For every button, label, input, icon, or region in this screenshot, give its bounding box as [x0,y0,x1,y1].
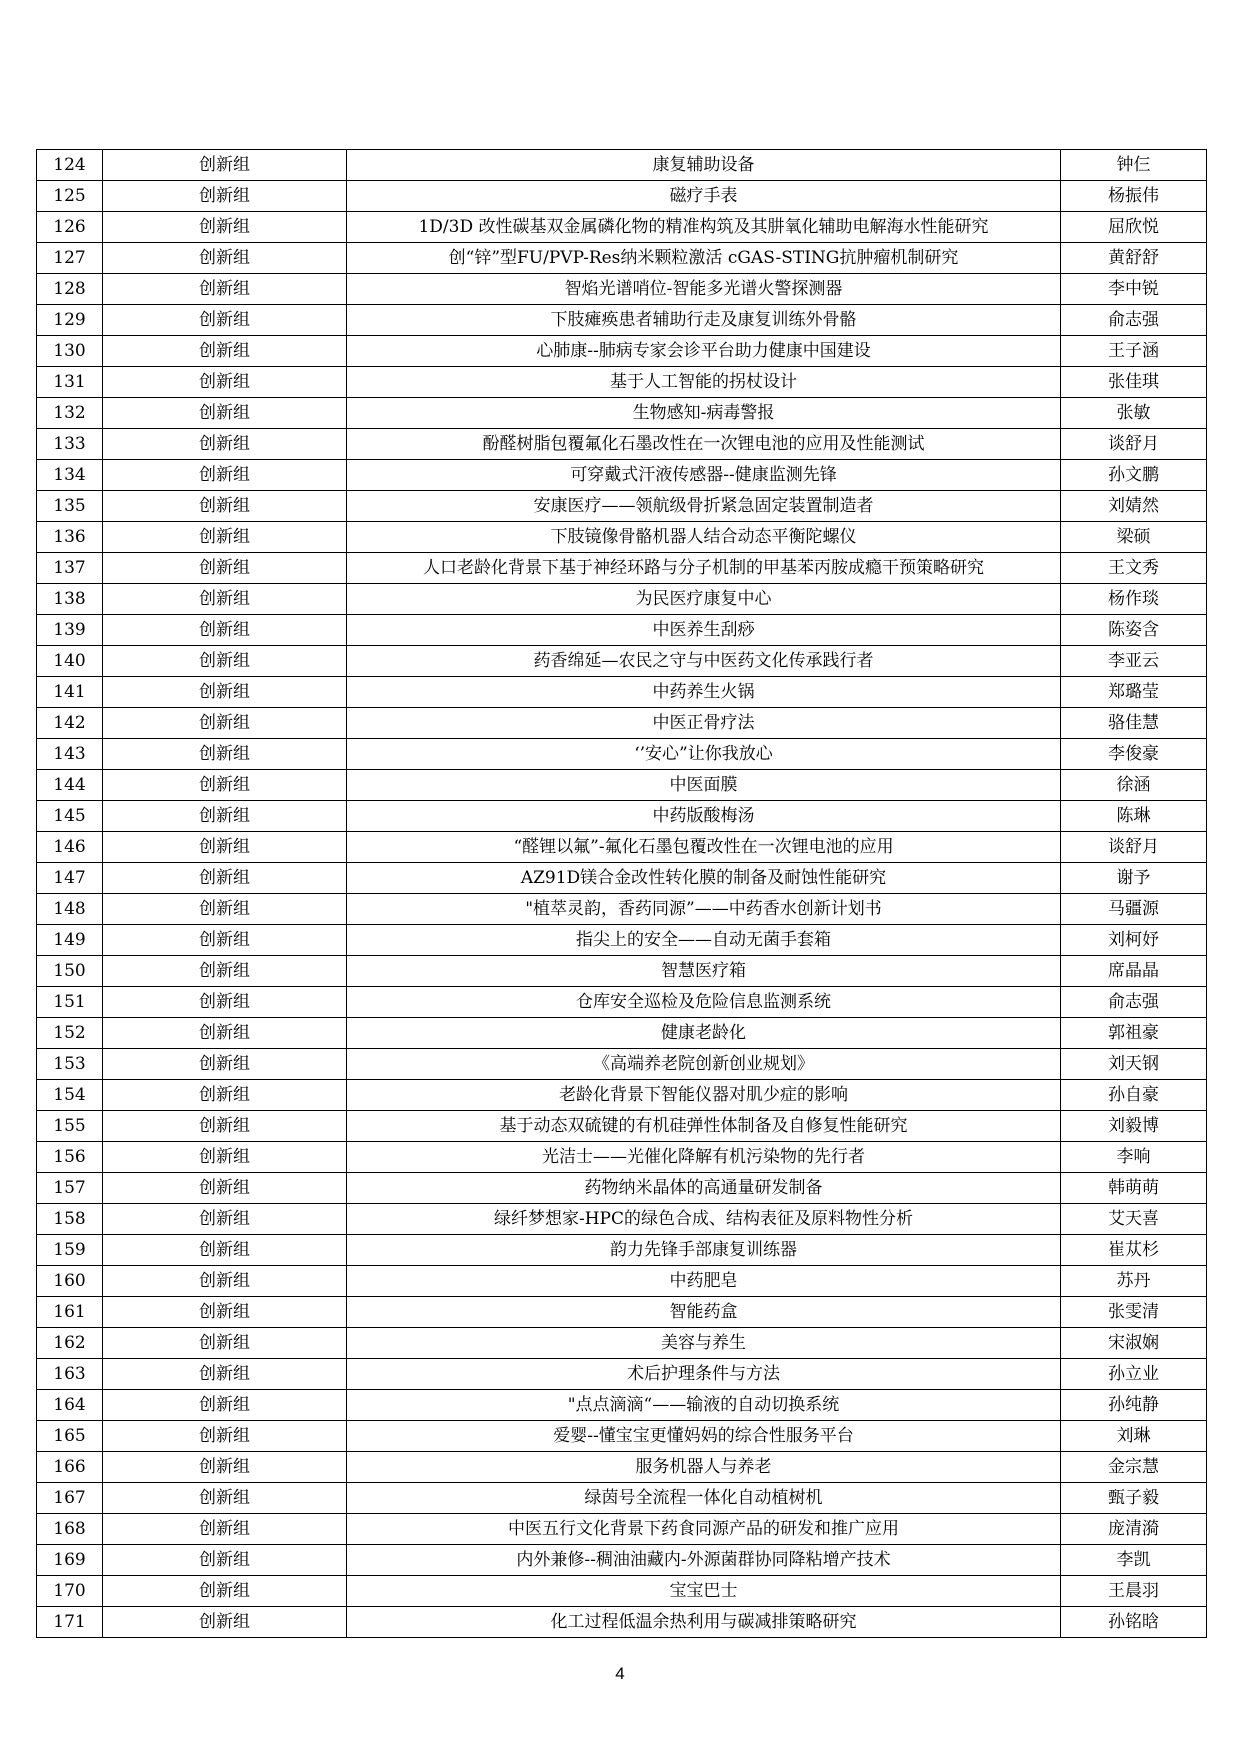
group-cell: 创新组 [103,677,347,708]
row-number-cell: 157 [37,1173,103,1204]
row-number-cell: 136 [37,522,103,553]
row-number-cell: 146 [37,832,103,863]
table-row [37,1266,1207,1297]
row-number-cell: 148 [37,894,103,925]
table-row [37,1483,1207,1514]
table-row [37,677,1207,708]
leader-name-cell: 孙纯静 [1061,1390,1207,1421]
row-number-cell: 169 [37,1545,103,1576]
row-number-cell: 167 [37,1483,103,1514]
row-number-cell: 153 [37,1049,103,1080]
project-title-cell: 下肢瘫痪患者辅助行走及康复训练外骨骼 [347,305,1061,336]
group-cell: 创新组 [103,770,347,801]
table-row [37,150,1207,181]
leader-name-cell: 刘琳 [1061,1421,1207,1452]
row-number-cell: 164 [37,1390,103,1421]
project-title-cell: 智慧医疗箱 [347,956,1061,987]
project-title-cell: 智焰光谱哨位-智能多光谱火警探测器 [347,274,1061,305]
row-number-cell: 125 [37,181,103,212]
project-title-cell: 韵力先锋手部康复训练器 [347,1235,1061,1266]
project-title-cell: 可穿戴式汗液传感器--健康监测先锋 [347,460,1061,491]
table-row [37,925,1207,956]
group-cell: 创新组 [103,1297,347,1328]
leader-name-cell: 席晶晶 [1061,956,1207,987]
table-row [37,1049,1207,1080]
project-title-cell: 基于动态双硫键的有机硅弹性体制备及自修复性能研究 [347,1111,1061,1142]
table-row [37,615,1207,646]
project-title-cell: 服务机器人与养老 [347,1452,1061,1483]
row-number-cell: 165 [37,1421,103,1452]
row-number-cell: 142 [37,708,103,739]
table-row [37,739,1207,770]
row-number-cell: 129 [37,305,103,336]
leader-name-cell: 谈舒月 [1061,832,1207,863]
table-row [37,646,1207,677]
table-row [37,553,1207,584]
table-row [37,1018,1207,1049]
table-row [37,212,1207,243]
leader-name-cell: 黄舒舒 [1061,243,1207,274]
leader-name-cell: 刘毅博 [1061,1111,1207,1142]
table-row [37,243,1207,274]
row-number-cell: 140 [37,646,103,677]
leader-name-cell: 陈琳 [1061,801,1207,832]
leader-name-cell: 梁硕 [1061,522,1207,553]
table-row [37,305,1207,336]
leader-name-cell: 苏丹 [1061,1266,1207,1297]
project-title-cell: 绿茵号全流程一体化自动植树机 [347,1483,1061,1514]
group-cell: 创新组 [103,1576,347,1607]
group-cell: 创新组 [103,1142,347,1173]
table-row [37,1142,1207,1173]
row-number-cell: 132 [37,398,103,429]
group-cell: 创新组 [103,987,347,1018]
leader-name-cell: 韩萌萌 [1061,1173,1207,1204]
table-row [37,832,1207,863]
project-title-cell: 人口老龄化背景下基于神经环路与分子机制的甲基苯丙胺成瘾干预策略研究 [347,553,1061,584]
leader-name-cell: 张佳琪 [1061,367,1207,398]
group-cell: 创新组 [103,894,347,925]
leader-name-cell: 李响 [1061,1142,1207,1173]
project-title-cell: AZ91D镁合金改性转化膜的制备及耐蚀性能研究 [347,863,1061,894]
table-row [37,181,1207,212]
project-title-cell: 术后护理条件与方法 [347,1359,1061,1390]
group-cell: 创新组 [103,956,347,987]
group-cell: 创新组 [103,1390,347,1421]
project-title-cell: ‘’安心”让你我放心 [347,739,1061,770]
table-row [37,274,1207,305]
leader-name-cell: 孙自豪 [1061,1080,1207,1111]
row-number-cell: 131 [37,367,103,398]
project-title-cell: 绿纤梦想家-HPC的绿色合成、结构表征及原料物性分析 [347,1204,1061,1235]
row-number-cell: 130 [37,336,103,367]
group-cell: 创新组 [103,553,347,584]
row-number-cell: 150 [37,956,103,987]
leader-name-cell: 艾天喜 [1061,1204,1207,1235]
leader-name-cell: 孙立业 [1061,1359,1207,1390]
project-title-cell: 康复辅助设备 [347,150,1061,181]
project-title-cell: 光洁士——光催化降解有机污染物的先行者 [347,1142,1061,1173]
project-title-cell: 化工过程低温余热利用与碳减排策略研究 [347,1607,1061,1638]
project-title-cell: 《高端养老院创新创业规划》 [347,1049,1061,1080]
row-number-cell: 159 [37,1235,103,1266]
row-number-cell: 126 [37,212,103,243]
project-title-cell: 健康老龄化 [347,1018,1061,1049]
project-title-cell: 1D/3D 改性碳基双金属磷化物的精准构筑及其肼氧化辅助电解海水性能研究 [347,212,1061,243]
table-row [37,1359,1207,1390]
group-cell: 创新组 [103,1359,347,1390]
table-row [37,1421,1207,1452]
leader-name-cell: 甄子毅 [1061,1483,1207,1514]
project-title-cell: 药香绵延—农民之守与中医药文化传承践行者 [347,646,1061,677]
row-number-cell: 158 [37,1204,103,1235]
project-title-cell: 基于人工智能的拐杖设计 [347,367,1061,398]
group-cell: 创新组 [103,1235,347,1266]
table-row [37,1204,1207,1235]
table-row [37,1111,1207,1142]
leader-name-cell: 王晨羽 [1061,1576,1207,1607]
row-number-cell: 161 [37,1297,103,1328]
project-title-cell: 中药养生火锅 [347,677,1061,708]
group-cell: 创新组 [103,615,347,646]
group-cell: 创新组 [103,1266,347,1297]
table-row [37,460,1207,491]
table-row [37,1173,1207,1204]
project-title-cell: 宝宝巴士 [347,1576,1061,1607]
group-cell: 创新组 [103,243,347,274]
project-title-cell: 安康医疗——领航级骨折紧急固定装置制造者 [347,491,1061,522]
group-cell: 创新组 [103,336,347,367]
project-title-cell: 创“锌”型FU/PVP-Res纳米颗粒激活 cGAS-STING抗肿瘤机制研究 [347,243,1061,274]
table-row [37,1607,1207,1638]
group-cell: 创新组 [103,1080,347,1111]
leader-name-cell: 郭祖豪 [1061,1018,1207,1049]
table-row [37,956,1207,987]
table-row [37,1452,1207,1483]
row-number-cell: 134 [37,460,103,491]
row-number-cell: 149 [37,925,103,956]
row-number-cell: 143 [37,739,103,770]
row-number-cell: 166 [37,1452,103,1483]
group-cell: 创新组 [103,1545,347,1576]
table-row [37,770,1207,801]
table-row [37,398,1207,429]
group-cell: 创新组 [103,1483,347,1514]
group-cell: 创新组 [103,925,347,956]
leader-name-cell: 谢予 [1061,863,1207,894]
row-number-cell: 154 [37,1080,103,1111]
row-number-cell: 152 [37,1018,103,1049]
leader-name-cell: 马疆源 [1061,894,1207,925]
table-row [37,1576,1207,1607]
leader-name-cell: 张雯清 [1061,1297,1207,1328]
project-title-cell: “醛锂以氟”-氟化石墨包覆改性在一次锂电池的应用 [347,832,1061,863]
leader-name-cell: 刘婧然 [1061,491,1207,522]
row-number-cell: 124 [37,150,103,181]
table-row [37,491,1207,522]
group-cell: 创新组 [103,863,347,894]
project-title-cell: 内外兼修--稠油油藏内-外源菌群协同降粘增产技术 [347,1545,1061,1576]
row-number-cell: 168 [37,1514,103,1545]
group-cell: 创新组 [103,212,347,243]
row-number-cell: 128 [37,274,103,305]
group-cell: 创新组 [103,1018,347,1049]
project-title-cell: 下肢镜像骨骼机器人结合动态平衡陀螺仪 [347,522,1061,553]
table-row [37,1297,1207,1328]
group-cell: 创新组 [103,584,347,615]
leader-name-cell: 王子涵 [1061,336,1207,367]
leader-name-cell: 屈欣悦 [1061,212,1207,243]
leader-name-cell: 钟仨 [1061,150,1207,181]
group-cell: 创新组 [103,305,347,336]
leader-name-cell: 庞清漪 [1061,1514,1207,1545]
group-cell: 创新组 [103,646,347,677]
project-title-cell: "点点滴滴“——输液的自动切换系统 [347,1390,1061,1421]
group-cell: 创新组 [103,801,347,832]
group-cell: 创新组 [103,739,347,770]
row-number-cell: 162 [37,1328,103,1359]
group-cell: 创新组 [103,367,347,398]
row-number-cell: 170 [37,1576,103,1607]
project-title-cell: 酚醛树脂包覆氟化石墨改性在一次锂电池的应用及性能测试 [347,429,1061,460]
leader-name-cell: 李凯 [1061,1545,1207,1576]
project-title-cell: 美容与养生 [347,1328,1061,1359]
project-title-cell: 指尖上的安全——自动无菌手套箱 [347,925,1061,956]
project-title-cell: 爱婴--懂宝宝更懂妈妈的综合性服务平台 [347,1421,1061,1452]
group-cell: 创新组 [103,1173,347,1204]
row-number-cell: 144 [37,770,103,801]
project-title-cell: 中药肥皂 [347,1266,1061,1297]
table-row [37,584,1207,615]
group-cell: 创新组 [103,1607,347,1638]
row-number-cell: 163 [37,1359,103,1390]
leader-name-cell: 李亚云 [1061,646,1207,677]
leader-name-cell: 金宗慧 [1061,1452,1207,1483]
project-title-cell: 老龄化背景下智能仪器对肌少症的影响 [347,1080,1061,1111]
project-title-cell: 仓库安全巡检及危险信息监测系统 [347,987,1061,1018]
group-cell: 创新组 [103,1204,347,1235]
group-cell: 创新组 [103,460,347,491]
project-title-cell: 智能药盒 [347,1297,1061,1328]
leader-name-cell: 刘柯妤 [1061,925,1207,956]
table-row [37,1545,1207,1576]
project-title-cell: 中医养生刮痧 [347,615,1061,646]
leader-name-cell: 李中锐 [1061,274,1207,305]
row-number-cell: 133 [37,429,103,460]
project-title-cell: 为民医疗康复中心 [347,584,1061,615]
project-title-cell: 中药版酸梅汤 [347,801,1061,832]
group-cell: 创新组 [103,1452,347,1483]
table-row [37,522,1207,553]
leader-name-cell: 谈舒月 [1061,429,1207,460]
leader-name-cell: 陈姿含 [1061,615,1207,646]
page-number: 4 [615,1664,625,1683]
table-row [37,894,1207,925]
group-cell: 创新组 [103,522,347,553]
project-title-cell: 心肺康--肺病专家会诊平台助力健康中国建设 [347,336,1061,367]
leader-name-cell: 崔苁杉 [1061,1235,1207,1266]
project-title-cell: 中医面膜 [347,770,1061,801]
leader-name-cell: 郑璐莹 [1061,677,1207,708]
leader-name-cell: 刘天钢 [1061,1049,1207,1080]
group-cell: 创新组 [103,150,347,181]
leader-name-cell: 徐涵 [1061,770,1207,801]
group-cell: 创新组 [103,1514,347,1545]
group-cell: 创新组 [103,1421,347,1452]
leader-name-cell: 李俊豪 [1061,739,1207,770]
table-row [37,1390,1207,1421]
table-row [37,801,1207,832]
project-title-cell: "植萃灵韵，香药同源”——中药香水创新计划书 [347,894,1061,925]
row-number-cell: 138 [37,584,103,615]
leader-name-cell: 孙铭晗 [1061,1607,1207,1638]
table-row [37,1235,1207,1266]
leader-name-cell: 杨振伟 [1061,181,1207,212]
row-number-cell: 160 [37,1266,103,1297]
row-number-cell: 139 [37,615,103,646]
project-title-cell: 中医正骨疗法 [347,708,1061,739]
row-number-cell: 155 [37,1111,103,1142]
table-row [37,987,1207,1018]
group-cell: 创新组 [103,1328,347,1359]
group-cell: 创新组 [103,1111,347,1142]
leader-name-cell: 孙文鹏 [1061,460,1207,491]
project-title-cell: 生物感知-病毒警报 [347,398,1061,429]
table-row [37,1514,1207,1545]
group-cell: 创新组 [103,708,347,739]
leader-name-cell: 俞志强 [1061,987,1207,1018]
leader-name-cell: 骆佳慧 [1061,708,1207,739]
row-number-cell: 137 [37,553,103,584]
table-row [37,429,1207,460]
project-list-table [36,149,1207,1638]
table-row [37,863,1207,894]
row-number-cell: 151 [37,987,103,1018]
project-list-body [37,150,1207,1638]
row-number-cell: 141 [37,677,103,708]
row-number-cell: 147 [37,863,103,894]
row-number-cell: 156 [37,1142,103,1173]
group-cell: 创新组 [103,491,347,522]
group-cell: 创新组 [103,429,347,460]
group-cell: 创新组 [103,274,347,305]
group-cell: 创新组 [103,181,347,212]
leader-name-cell: 王文秀 [1061,553,1207,584]
table-row [37,708,1207,739]
leader-name-cell: 宋淑娴 [1061,1328,1207,1359]
group-cell: 创新组 [103,832,347,863]
table-row [37,367,1207,398]
group-cell: 创新组 [103,1049,347,1080]
group-cell: 创新组 [103,398,347,429]
table-row [37,1328,1207,1359]
leader-name-cell: 张敏 [1061,398,1207,429]
row-number-cell: 127 [37,243,103,274]
row-number-cell: 145 [37,801,103,832]
leader-name-cell: 俞志强 [1061,305,1207,336]
leader-name-cell: 杨作琰 [1061,584,1207,615]
row-number-cell: 171 [37,1607,103,1638]
project-title-cell: 磁疗手表 [347,181,1061,212]
table-row [37,1080,1207,1111]
project-title-cell: 中医五行文化背景下药食同源产品的研发和推广应用 [347,1514,1061,1545]
row-number-cell: 135 [37,491,103,522]
table-row [37,336,1207,367]
project-title-cell: 药物纳米晶体的高通量研发制备 [347,1173,1061,1204]
